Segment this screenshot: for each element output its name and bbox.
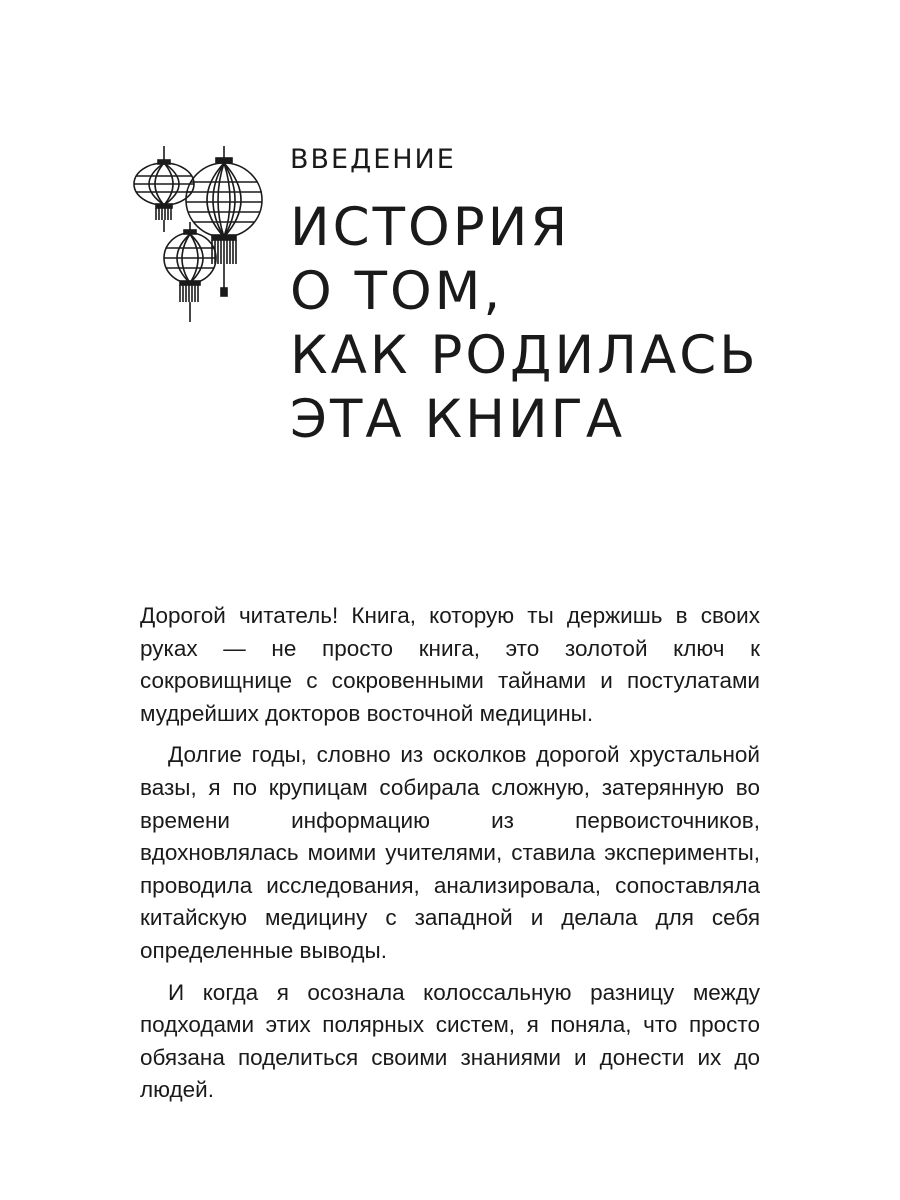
title-line: О ТОМ, [290,261,504,322]
title-line: ЭТА КНИГА [290,389,626,450]
chapter-header [290,140,870,452]
chapter-title [290,196,870,452]
body-text [140,600,760,1116]
title-line: ИСТОРИЯ [290,197,571,258]
paragraph: И когда я осознала колоссальную разницу между подходами этих полярных систем, я поняла, что просто обязана поделиться своими знаниями и донести их до людей. [140,979,760,1103]
paragraph: Долгие годы, словно из осколков дорогой хрустальной вазы, я по крупицам собирала сложную, затерянную во времени информацию из первоисточников, вдохновлялась моими учителями, ставила эксперименты, проводила исследования, анализировала, сопоставляла китайскую медицину с западной и делала для себя определенные выводы. [140,742,760,963]
chinese-lanterns-icon [128,140,276,330]
title-line: КАК РОДИЛАСЬ [290,325,759,386]
section-label: ВВЕДЕНИЕ [290,144,456,175]
paragraph: Дорогой читатель! Книга, которую ты держишь в своих руках — не просто книга, это золотой ключ к сокровищнице с сокровенными тайнами и постулатами мудрейших докторов восточной медицины. [140,603,760,726]
